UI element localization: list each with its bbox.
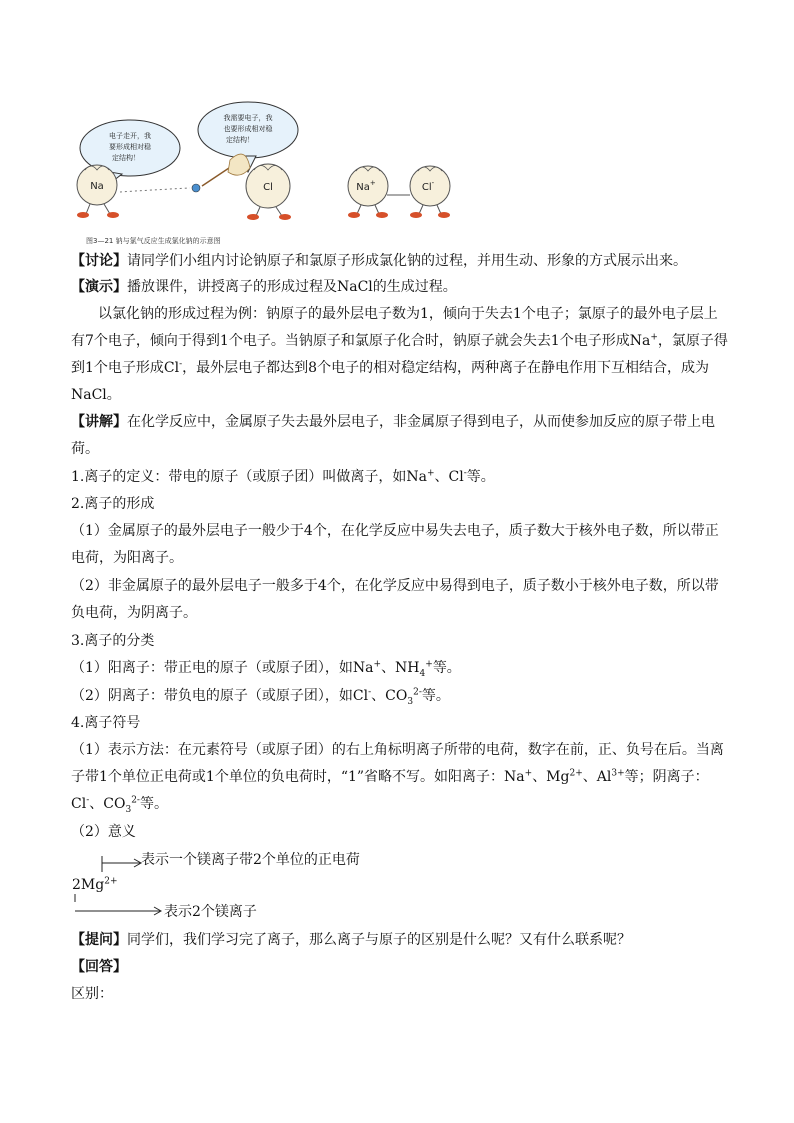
na-ion-character	[348, 166, 388, 218]
classify-title: 3.离子的分类	[71, 633, 155, 649]
bubble-right-line3: 定结构！	[226, 136, 254, 144]
formation-p2-line2: 负电荷，为阴离子。	[71, 605, 197, 621]
demo-tag: 【演示】	[71, 279, 127, 295]
bubble-right-line2: 也要形成相对稳	[223, 125, 273, 133]
ask-line: 【提问】同学们，我们学习完了离子，那么离子与原子的区别是什么呢？又有什么联系呢？	[71, 932, 631, 948]
cl-label: Cl	[263, 182, 273, 193]
explain-line-1: 【讲解】在化学反应中，金属原子失去最外层电子，非金属原子得到电子，从而使参加反应的原子带上电	[71, 414, 715, 430]
formation-p2-line1: （2）非金属原子的最外层电子一般多于4个，在化学反应中易得到电子，质子数小于核外电子数，所以带	[71, 578, 719, 594]
figure-caption: 图3—21 钠与氯气反应生成氯化钠的示意图	[86, 237, 221, 245]
na-label: Na	[90, 181, 104, 192]
paragraph-line-1: 以氯化钠的形成过程为例：钠原子的最外层电子数为1，倾向于失去1个电子；氯原子的最外电子层上	[98, 306, 718, 322]
cl-ion-character	[410, 166, 450, 218]
meaning-arrow-top	[100, 852, 145, 874]
discuss-text: 请同学们小组内讨论钠原子和氯原子形成氯化钠的过程，并用生动、形象的方式展示出来。	[127, 253, 687, 269]
svg-text:Cl-: Cl-	[421, 179, 435, 193]
ion-definition: 1.离子的定义：带电的原子（或原子团）叫做离子，如Na+、Cl-等。	[71, 468, 495, 485]
na-atom-character	[77, 165, 119, 218]
meaning-arrow-bottom	[72, 892, 164, 918]
svg-text:Na+: Na+	[356, 179, 376, 193]
difference-label: 区别：	[71, 986, 113, 1002]
magnesium-ion-formula: $2Mg^{2+}$	[72, 876, 118, 893]
discuss-line	[71, 250, 687, 272]
butterfly-net	[202, 154, 250, 186]
paragraph-line-4: NaCl。	[71, 387, 121, 403]
meaning-charge-text: 表示一个镁离子带2个单位的正电荷	[141, 852, 360, 868]
symbol-method-line2: 子带1个单位正电荷或1个单位的负电荷时，“1”省略不写。如阳离子：Na+、$Mg^{2+}$、$Al^{3+}$等；阴离子：	[71, 768, 709, 785]
paragraph-line-2: 有7个电子，倾向于得到1个电子。当钠原子和氯原子化合时，钠原子就会失去1个电子形成Na+，氯原子得	[71, 332, 728, 349]
symbol-method-line3: Cl-、$CO_3^{2-}$等。	[71, 795, 168, 815]
formation-p1-line2: 电荷，为阳离子。	[71, 550, 183, 566]
answer-tag: 【回答】	[71, 959, 127, 975]
symbol-method-line1: （1）表示方法：在元素符号（或原子团）的右上角标明离子所带的电荷，数字在前，正、负号在后。当离	[71, 742, 724, 758]
demo-line	[71, 276, 457, 298]
sodium-chlorine-illustration	[70, 100, 470, 250]
symbol-title: 4.离子符号	[71, 715, 141, 731]
bubble-left-line1: 电子走开，我	[109, 132, 151, 140]
bubble-left-line2: 要形成相对稳	[109, 143, 151, 151]
formation-p1-line1: （1）金属原子的最外层电子一般少于4个，在化学反应中易失去电子，质子数大于核外电子数，所以带正	[71, 523, 719, 539]
discuss-tag: 【讨论】	[71, 253, 127, 269]
demo-text: 播放课件，讲授离子的形成过程及NaCl的生成过程。	[127, 279, 457, 295]
symbol-meaning-title: （2）意义	[71, 824, 136, 840]
cl-ion-label: Cl	[421, 182, 432, 193]
classify-anion: （2）阴离子：带负电的原子（或原子团），如Cl-、$CO_3^{2-}$等。	[71, 687, 450, 707]
classify-cation: （1）阳离子：带正电的原子（或原子团），如Na+、$NH_4^+$等。	[71, 659, 461, 679]
cl-atom-character	[246, 164, 291, 220]
meaning-count-text: 表示2个镁离子	[164, 904, 257, 920]
bubble-left-line3: 定结构！	[112, 154, 140, 162]
explain-tag: 【讲解】	[71, 414, 127, 430]
explain-line-2: 荷。	[71, 441, 99, 457]
formation-title: 2.离子的形成	[71, 496, 155, 512]
paragraph-line-3: 到1个电子形成Cl-，最外层电子都达到8个电子的相对稳定结构，两种离子在静电作用下互相结合，成为	[71, 359, 710, 376]
ask-tag: 【提问】	[71, 932, 127, 948]
na-ion-label: Na	[356, 182, 370, 193]
bubble-right-line1: 我需要电子，我	[223, 114, 273, 122]
